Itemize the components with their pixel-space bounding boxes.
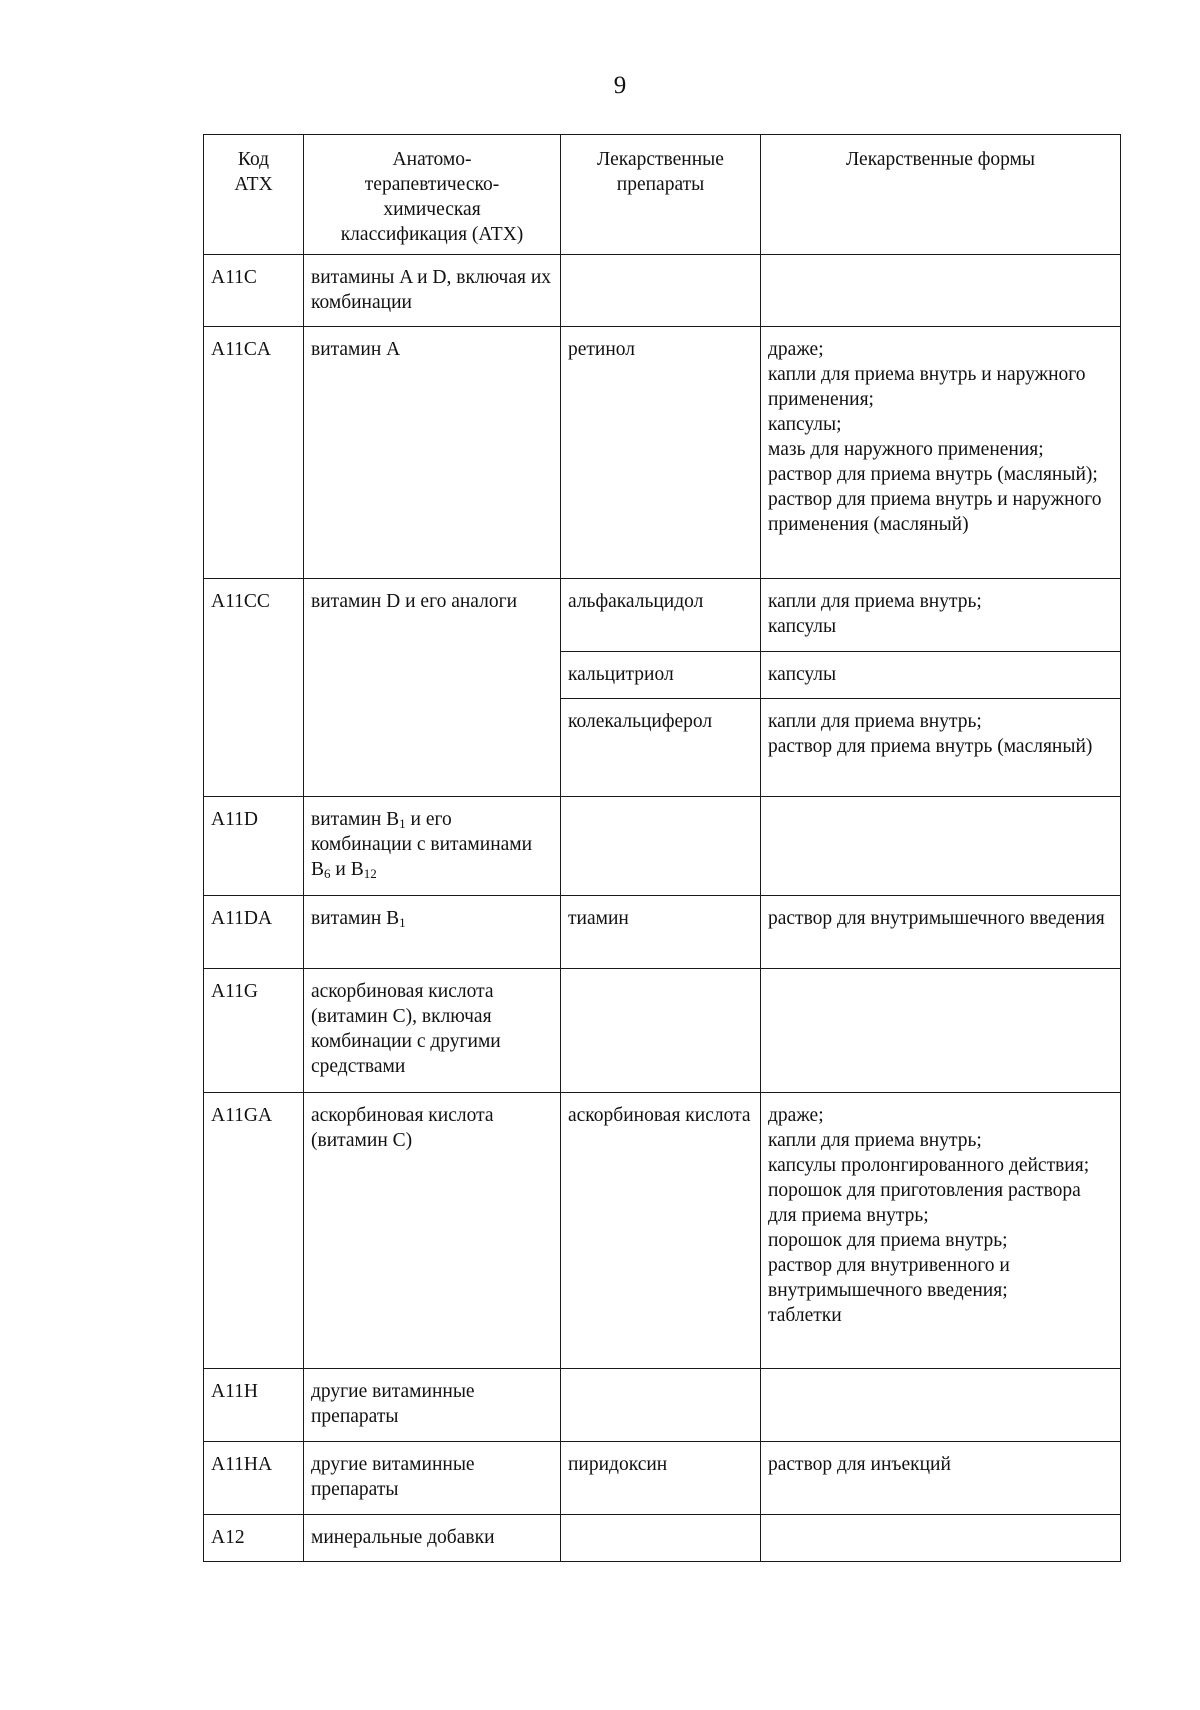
atx-classification: витамин $B_1$ и его комбинации с витаминами $B_6$ и $B_{12}$ (304, 797, 561, 896)
drug-forms (761, 1369, 1121, 1442)
drug-forms: драже; капли для приема внутрь и наружного применения; капсулы; мазь для наружного применения; раствор для приема внутрь (масляный); раствор для приема внутрь и наружного применения (масляный) (761, 327, 1121, 579)
atx-code: A11CA (204, 327, 304, 579)
drug-forms: капсулы (761, 652, 1121, 699)
table-row (204, 1515, 1121, 1562)
atx-code: A11HA (204, 1442, 304, 1515)
drug-forms: капли для приема внутрь; капсулы (761, 579, 1121, 652)
drug-forms: драже; капли для приема внутрь; капсулы пролонгированного действия; порошок для приготовления раствора для приема внутрь; порошок для приема внутрь; раствор для внутривенного и внутримышечного введения; таблетки (761, 1093, 1121, 1369)
drug-forms (761, 255, 1121, 327)
atx-classification: витамины A и D, включая их комбинации (304, 255, 561, 327)
atx-classification: аскорбиновая кислота (витамин C) (304, 1093, 561, 1369)
drug-name: тиамин (561, 896, 761, 969)
table-row (204, 255, 1121, 327)
drug-name (561, 797, 761, 896)
atx-classification: другие витаминные препараты (304, 1369, 561, 1442)
drug-name: пиридоксин (561, 1442, 761, 1515)
header-forms: Лекарственные формы (761, 135, 1121, 255)
table-row (204, 327, 1121, 579)
atx-code: A11D (204, 797, 304, 896)
drug-forms: раствор для внутримышечного введения (761, 896, 1121, 969)
table-row (204, 1093, 1121, 1369)
drug-forms (761, 969, 1121, 1093)
atx-code: A11G (204, 969, 304, 1093)
header-classification: Анатомо- терапевтическо- химическая классификация (АТХ) (304, 135, 561, 255)
drug-name: колекальциферол (561, 699, 761, 797)
drug-forms: капли для приема внутрь; раствор для приема внутрь (масляный) (761, 699, 1121, 797)
atx-code: A11H (204, 1369, 304, 1442)
drug-name (561, 969, 761, 1093)
atx-classification: витамин D и его аналоги (304, 579, 561, 797)
atx-classification: аскорбиновая кислота (витамин C), включая комбинации с другими средствами (304, 969, 561, 1093)
atx-classification: минеральные добавки (304, 1515, 561, 1562)
drug-name (561, 255, 761, 327)
atx-code: A11GA (204, 1093, 304, 1369)
atx-classification: витамин A (304, 327, 561, 579)
atx-classification: витамин $B_1$ (304, 896, 561, 969)
drug-name (561, 1369, 761, 1442)
table-row (204, 579, 1121, 652)
drug-name (561, 1515, 761, 1562)
header-code: Код АТХ (204, 135, 304, 255)
drug-name: ретинол (561, 327, 761, 579)
atx-code: A11DA (204, 896, 304, 969)
drug-forms (761, 1515, 1121, 1562)
drug-forms: раствор для инъекций (761, 1442, 1121, 1515)
drug-name: аскорбиновая кислота (561, 1093, 761, 1369)
table-row (204, 797, 1121, 896)
atx-code: A11CC (204, 579, 304, 797)
drug-name: кальцитриол (561, 652, 761, 699)
table-header-row (204, 135, 1121, 255)
atx-table (203, 134, 1121, 1562)
table-row (204, 1442, 1121, 1515)
header-drugs: Лекарственные препараты (561, 135, 761, 255)
table-row (204, 1369, 1121, 1442)
table-row (204, 896, 1121, 969)
atx-code: A11C (204, 255, 304, 327)
page-number: 9 (613, 72, 627, 99)
drug-name: альфакальцидол (561, 579, 761, 652)
atx-classification: другие витаминные препараты (304, 1442, 561, 1515)
atx-code: A12 (204, 1515, 304, 1562)
table-row (204, 969, 1121, 1093)
drug-forms (761, 797, 1121, 896)
